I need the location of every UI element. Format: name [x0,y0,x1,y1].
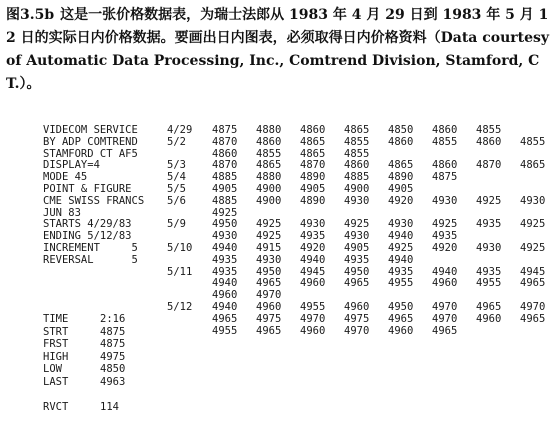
price-cell: 4900 [256,182,282,195]
rvct-value: 114 [100,401,119,413]
price-cell: 4925 [432,218,458,231]
price-cell: 4880 [256,124,282,136]
price-cell: 4965 [256,277,282,290]
stat-label: LOW [43,363,62,375]
price-cell: 4960 [432,277,458,290]
price-cell: 4865 [344,124,370,136]
price-cell: 4945 [520,265,546,278]
price-cell: 4870 [476,159,502,172]
header-line: JUN 83 [43,206,81,219]
price-cell: 4870 [212,135,238,148]
row-date [167,326,192,338]
price-cell: 4960 [300,324,326,337]
stat-value: 4850 [100,363,126,375]
price-cell: 4920 [300,241,326,254]
price-row [212,137,557,149]
price-cell: 4935 [476,265,502,278]
header-line: ENDING 5/12/83 [43,230,132,243]
stat-row [43,314,125,327]
price-cell: 4860 [432,124,458,136]
price-cell: 4860 [300,124,326,136]
price-row [212,302,557,314]
price-cell: 4900 [256,194,282,207]
price-cell: 4870 [300,159,326,172]
price-cell: 4925 [520,241,546,254]
price-cell: 4900 [344,182,370,195]
price-cell: 4860 [388,135,414,148]
price-cell: 4890 [300,171,326,184]
price-cell: 4880 [256,171,282,184]
price-cell: 4965 [520,277,546,290]
price-cell: 4885 [212,194,238,207]
price-cell: 4935 [432,230,458,243]
row-date: 5/2 [167,135,186,148]
row-date: 5/9 [167,218,186,231]
price-cell: 4950 [256,265,282,278]
price-cell: 4940 [212,300,238,313]
price-cell: 4970 [344,324,370,337]
price-cell: 4860 [344,159,370,172]
price-cell: 4960 [344,300,370,313]
price-cell: 4925 [388,241,414,254]
price-cell: 4855 [432,135,458,148]
row-date: 5/4 [167,171,186,184]
price-cell: 4930 [300,218,326,231]
stat-value: 4875 [100,325,126,338]
price-cell: 4930 [388,218,414,231]
price-cell: 4975 [256,312,282,325]
stats-block [43,314,125,389]
price-cell: 4960 [476,312,502,325]
price-cell: 4925 [256,230,282,243]
row-date: 5/3 [167,159,186,172]
header-line: CME SWISS FRANCS [43,194,145,207]
price-cell: 4930 [432,194,458,207]
date-column [167,125,192,337]
price-cell: 4955 [388,277,414,290]
price-cell: 4925 [476,194,502,207]
stat-value: 4975 [100,350,126,363]
header-line: BY ADP COMTREND [43,135,138,148]
stat-value: 4875 [100,338,126,350]
stat-row [43,339,125,352]
price-cell: 4920 [432,241,458,254]
stat-value: 2:16 [100,313,126,325]
price-cell: 4930 [476,241,502,254]
price-cell: 4865 [300,135,326,148]
price-cell: 4960 [212,289,238,302]
price-cell: 4920 [388,194,414,207]
price-cell: 4935 [344,253,370,266]
price-cell: 4940 [212,241,238,254]
header-line: INCREMENT 5 [43,241,138,254]
price-cell: 4930 [344,230,370,243]
price-cell: 4875 [432,171,458,184]
header-line: STAMFORD CT AF5 [43,147,138,160]
price-cell: 4970 [520,300,546,313]
row-date [167,255,192,267]
price-cell: 4945 [300,265,326,278]
price-cell: 4855 [344,147,370,160]
price-cell: 4855 [256,147,282,160]
row-date [167,314,192,326]
header-line: VIDECOM SERVICE [43,124,138,136]
price-cell: 4930 [256,253,282,266]
price-cell: 4960 [388,324,414,337]
price-cell: 4965 [344,277,370,290]
price-cell: 4965 [520,312,546,325]
stat-row [43,377,125,390]
price-cell: 4970 [432,312,458,325]
price-cell: 4960 [300,277,326,290]
header-line: MODE 45 [43,171,88,184]
price-cell: 4935 [476,218,502,231]
figure-caption [6,4,551,96]
price-cell: 4905 [388,182,414,195]
caption-text: 这是一张价格数据表，为瑞士法郎从 1983 年 4 月 29 日到 1983 年 5 月 12 日的实际日内价格数据。要画出日内图表，必须取得日内价格资料（Data courtesy of Automatic Data Processing, Inc., Comtrend Division, Stamford, CT.）。 [6,7,550,92]
price-cell: 4965 [476,300,502,313]
price-cell: 4915 [256,241,282,254]
row-date: 5/6 [167,194,186,207]
price-cell: 4940 [388,230,414,243]
header-line: STARTS 4/29/83 [43,218,132,231]
price-cell: 4865 [520,159,546,172]
price-cell: 4860 [476,135,502,148]
rvct-label: RVCT [43,401,69,413]
price-cell: 4925 [212,206,238,219]
stat-label: STRT [43,325,69,338]
price-cell: 4940 [388,253,414,266]
price-cell: 4965 [432,324,458,337]
price-cell: 4875 [212,124,238,136]
price-cell: 4925 [256,218,282,231]
price-cell: 4905 [300,182,326,195]
price-cell: 4885 [344,171,370,184]
price-cell: 4865 [256,159,282,172]
row-date: 5/5 [167,182,186,195]
row-date: 5/12 [167,300,193,313]
stat-label: LAST [43,375,69,388]
price-cell: 4890 [300,194,326,207]
price-row [212,255,557,267]
price-cell: 4940 [432,265,458,278]
price-cell: 4925 [520,218,546,231]
price-cell: 4860 [256,135,282,148]
price-cell: 4965 [212,312,238,325]
price-cell: 4950 [388,300,414,313]
price-row [212,314,557,326]
price-cell: 4905 [344,241,370,254]
header-line: DISPLAY=4 [43,159,100,172]
price-cell: 4905 [212,182,238,195]
stat-label: HIGH [43,350,69,363]
price-cell: 4950 [212,218,238,231]
price-cell: 4860 [212,147,238,160]
price-cell: 4860 [432,159,458,172]
header-block [43,125,144,267]
price-table [212,125,557,337]
price-cell: 4890 [388,171,414,184]
price-row [212,243,557,255]
price-cell: 4855 [520,135,546,148]
rvct-line [43,402,119,414]
price-cell: 4930 [212,230,238,243]
stat-row [43,364,125,377]
price-cell: 4925 [344,218,370,231]
row-date: 5/10 [167,241,193,254]
price-cell: 4935 [212,253,238,266]
price-cell: 4970 [300,312,326,325]
price-cell: 4870 [212,159,238,172]
price-cell: 4865 [300,147,326,160]
price-cell: 4935 [388,265,414,278]
stat-label: TIME [43,313,69,325]
price-cell: 4965 [388,312,414,325]
stat-value: 4963 [100,375,126,388]
price-cell: 4855 [476,124,502,136]
header-line: POINT & FIGURE [43,182,132,195]
price-cell: 4975 [344,312,370,325]
price-cell: 4955 [476,277,502,290]
row-date [167,278,192,290]
price-cell: 4930 [520,194,546,207]
price-cell: 4935 [300,230,326,243]
price-cell: 4930 [344,194,370,207]
price-row [212,196,557,208]
price-row [212,184,557,196]
price-cell: 4940 [212,277,238,290]
row-date: 4/29 [167,124,193,136]
price-cell: 4950 [344,265,370,278]
price-cell: 4955 [212,324,238,337]
price-cell: 4940 [300,253,326,266]
price-cell: 4885 [212,171,238,184]
price-row [212,326,557,338]
price-cell: 4955 [300,300,326,313]
price-cell: 4865 [388,159,414,172]
price-cell: 4970 [256,289,282,302]
price-cell: 4855 [344,135,370,148]
price-cell: 4850 [388,124,414,136]
price-cell: 4970 [432,300,458,313]
figure-label: 图3.5b [6,7,55,23]
stat-label: FRST [43,338,69,350]
price-cell: 4965 [256,324,282,337]
header-line: REVERSAL 5 [43,253,138,266]
price-cell: 4935 [212,265,238,278]
price-cell: 4960 [256,300,282,313]
row-date: 5/11 [167,265,193,278]
